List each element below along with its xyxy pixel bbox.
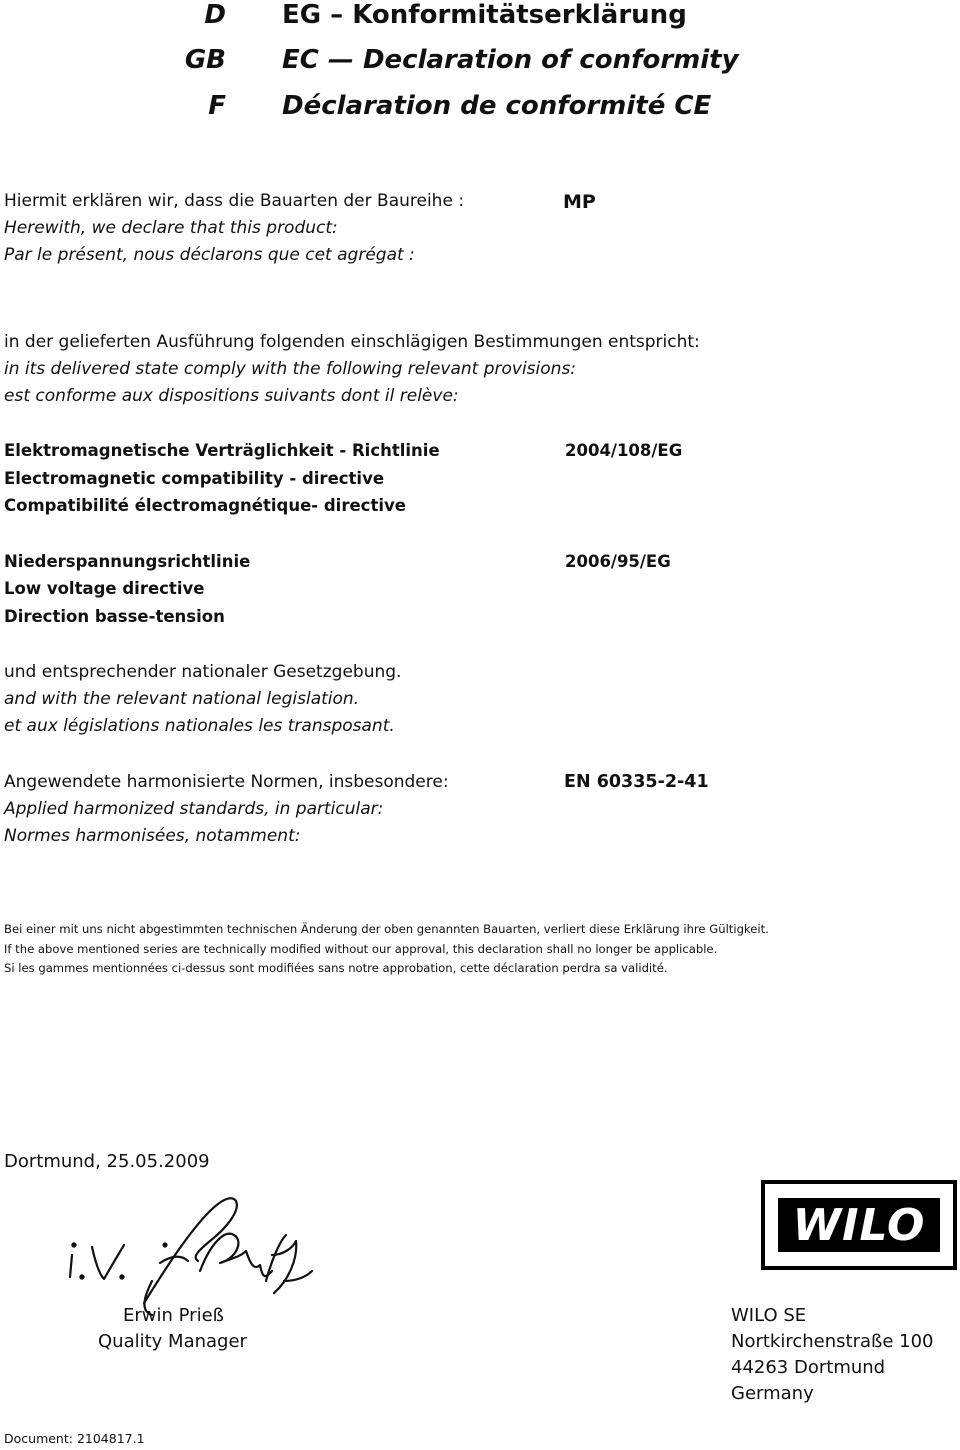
compliance-de: in der gelieferten Ausführung folgenden einschlägigen Bestimmungen entspricht: [4,332,700,352]
notice-fr: Si les gammes mentionnées ci-dessus sont modifiées sans notre approbation, cette déclaration perdra sa validité. [4,961,668,975]
directive-lv-fr: Direction basse-tension [4,607,225,626]
lang-code-gb: GB [184,45,226,75]
product-statement-fr: Par le présent, nous déclarons que cet agrégat : [4,245,415,265]
company-city: 44263 Dortmund [731,1357,886,1378]
standards-en: Applied harmonized standards, in particular: [4,799,384,819]
document-number: Document: 2104817.1 [4,1431,145,1446]
directive-emc-de: Elektromagnetische Verträglichkeit - Richtlinie [4,441,440,460]
directive-lv-en: Low voltage directive [4,579,205,598]
standards-fr: Normes harmonisées, notamment: [4,826,301,846]
place-date: Dortmund, 25.05.2009 [4,1151,210,1172]
notice-en: If the above mentioned series are technically modified without our approval, this declaration shall no longer be applicable. [4,942,718,956]
compliance-fr: est conforme aux dispositions suivants dont il relève: [4,386,459,406]
company-country: Germany [731,1383,814,1404]
wilo-logo [761,1180,957,1270]
product-statement-de: Hiermit erklären wir, dass die Bauarten der Baureihe : [4,191,465,211]
legislation-en: and with the relevant national legislation. [4,689,360,709]
signatory-role: Quality Manager [98,1331,247,1352]
product-code: MP [563,191,596,213]
title-fr: Déclaration de conformité CE [282,91,712,121]
lang-code-de: D [204,0,226,30]
directive-lv-number: 2006/95/EG [565,552,671,571]
standards-value: EN 60335-2-41 [564,772,709,792]
notice-de: Bei einer mit uns nicht abgestimmten technischen Änderung der oben genannten Bauarten, verliert diese Erklärung ihre Gültigkeit. [4,922,769,936]
wilo-logo-text: WILO [778,1198,940,1252]
lang-code-fr: F [208,91,226,121]
directive-emc-fr: Compatibilité électromagnétique- directive [4,496,406,515]
directive-emc-number: 2004/108/EG [565,441,683,460]
legislation-fr: et aux législations nationales les transposant. [4,716,395,736]
company-street: Nortkirchenstraße 100 [731,1331,934,1352]
title-gb: EC — Declaration of conformity [282,45,739,75]
company-name: WILO SE [731,1305,807,1326]
directive-lv-de: Niederspannungsrichtlinie [4,552,251,571]
compliance-en: in its delivered state comply with the following relevant provisions: [4,359,577,379]
standards-de: Angewendete harmonisierte Normen, insbesondere: [4,772,449,792]
title-de: EG – Konformitätserklärung [282,0,687,30]
legislation-de: und entsprechender nationaler Gesetzgebung. [4,662,402,682]
signatory-name: Erwin Prieß [123,1305,224,1326]
product-statement-en: Herewith, we declare that this product: [4,218,338,238]
directive-emc-en: Electromagnetic compatibility - directive [4,469,385,488]
